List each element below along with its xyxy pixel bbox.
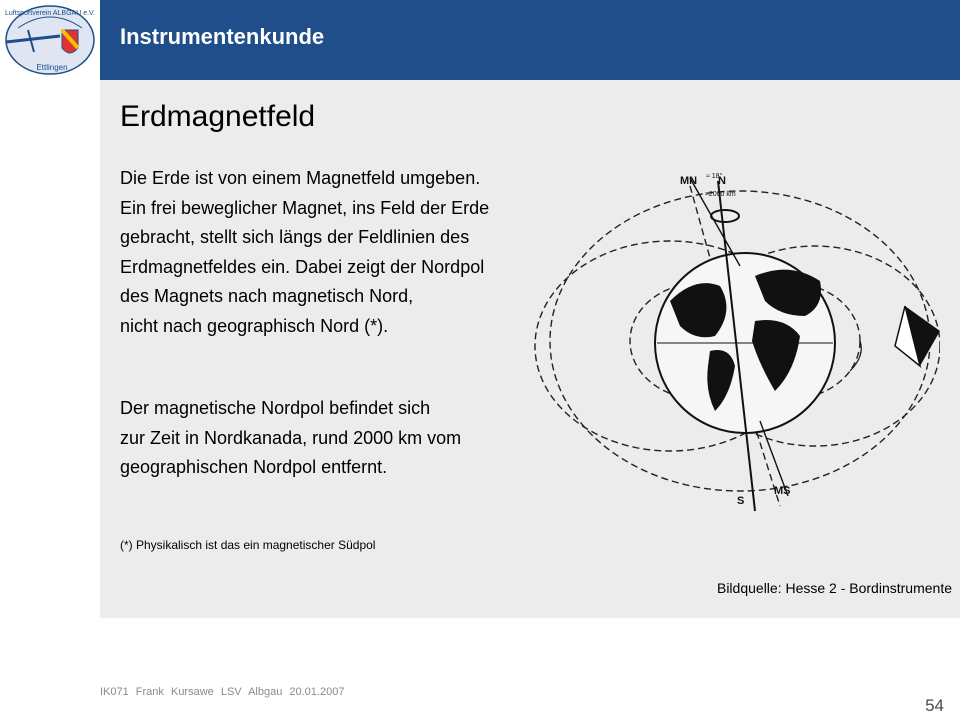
footnote: (*) Physikalisch ist das ein magnetischer Südpol <box>120 538 376 552</box>
earth-globe <box>655 253 835 433</box>
label-ms: MS <box>774 485 791 497</box>
paragraph-line: Der magnetische Nordpol befindet sich <box>120 398 431 418</box>
label-n: N <box>718 175 726 187</box>
label-distance: ≈2000 km <box>705 191 736 198</box>
label-angle: ≈ 18° <box>706 173 723 180</box>
slide-title: Erdmagnetfeld <box>120 100 316 133</box>
paragraph-line: geographischen Nordpol entfernt. <box>120 457 388 477</box>
header-bar <box>100 0 960 80</box>
paragraph-line: Ein frei beweglicher Magnet, ins Feld der Erde <box>120 197 490 218</box>
page-number: 54 <box>925 696 944 715</box>
paragraph-line: nicht nach geographisch Nord (*). <box>120 315 389 336</box>
paragraph-line: Erdmagnetfeldes ein. Dabei zeigt der Nordpol <box>120 256 485 277</box>
content-panel <box>100 80 960 618</box>
earth-magnetic-field-illustration <box>520 166 940 526</box>
club-logo-icon <box>0 0 100 80</box>
header-title: Instrumentenkunde <box>120 24 325 49</box>
label-s: S <box>737 495 745 507</box>
paragraph-line: Die Erde ist von einem Magnetfeld umgeben. <box>120 168 481 188</box>
paragraph-line: zur Zeit in Nordkanada, rund 2000 km vom <box>120 427 462 448</box>
paragraph-line: gebracht, stellt sich längs der Feldlinien des <box>120 227 470 247</box>
paragraph-magnetic-pole <box>120 394 461 483</box>
label-mn: MN <box>680 175 698 187</box>
paragraph-intro <box>120 164 489 341</box>
club-logo <box>0 0 100 80</box>
logo-text-bottom: Ettlingen <box>36 63 68 72</box>
compass-ring-icon <box>711 210 739 222</box>
paragraph-line: des Magnets nach magnetisch Nord, <box>120 286 414 306</box>
image-source-caption: Bildquelle: Hesse 2 - Bordinstrumente <box>716 580 952 596</box>
footer-meta: IK071 Frank Kursawe LSV Albgau 20.01.2007 <box>100 686 345 698</box>
logo-text-top: Luftsportverein ALBGAU e.V. <box>4 10 96 17</box>
